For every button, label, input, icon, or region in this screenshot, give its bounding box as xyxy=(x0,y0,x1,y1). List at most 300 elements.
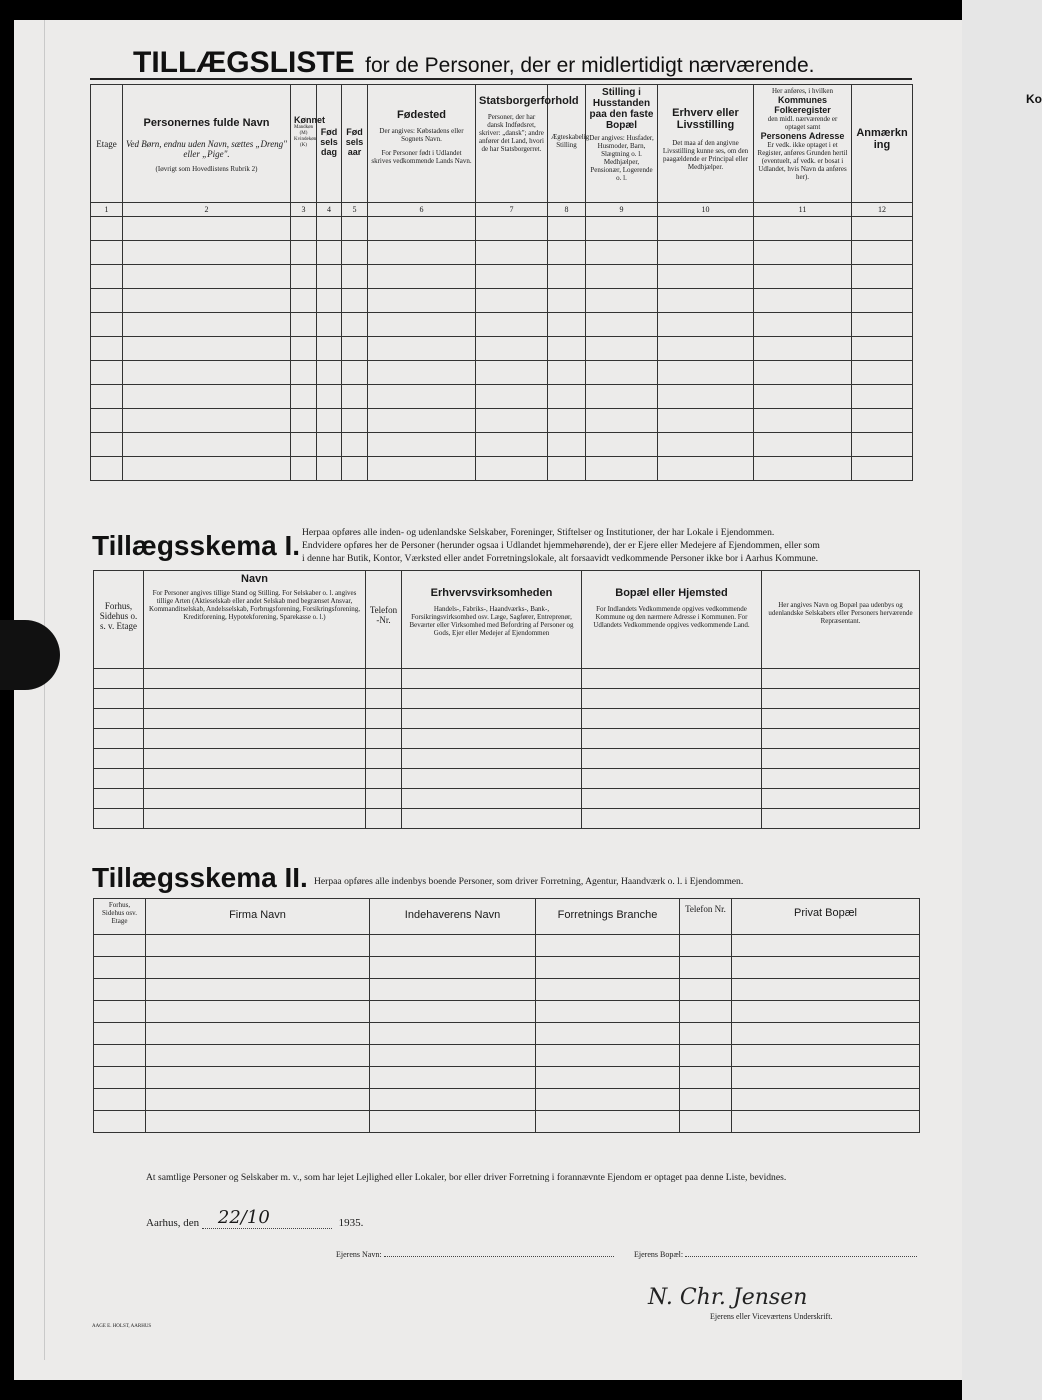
schema1-intro-line2: Endvidere opføres her de Personer (herunder ogsaa i Udlandet hjemmehørende), der er Ejere eller Medejere af Ejendommen, eller som xyxy=(302,540,820,551)
table-cell xyxy=(342,265,368,289)
table-cell xyxy=(658,361,754,385)
table-cell xyxy=(94,957,146,979)
col-foedselsdag: Fødselsdag xyxy=(317,85,342,203)
table-cell xyxy=(476,457,548,481)
table-cell xyxy=(368,433,476,457)
table-cell xyxy=(732,957,920,979)
table-cell xyxy=(582,729,762,749)
table-cell xyxy=(94,1111,146,1133)
schema2-row xyxy=(94,1067,920,1089)
table-cell xyxy=(536,1045,680,1067)
s1-col-erhverv: Erhvervsvirksomheden Handels-, Fabriks-, Haandværks-, Bank-, Forsikringsvirksomhed osv. Læge, Sagfører, Entreprenør, Beværter eller Virksomhed med Befordring af Personer og Gods, Ejer eller Medejer af Ejendommen xyxy=(402,571,582,669)
page-title xyxy=(133,46,815,80)
schema1-row xyxy=(94,729,920,749)
schema2-row xyxy=(94,979,920,1001)
table-cell xyxy=(366,709,402,729)
table-cell xyxy=(402,689,582,709)
table-cell xyxy=(548,289,586,313)
place-label: Aarhus, den xyxy=(146,1217,200,1229)
col-foedselsaar: Fødselsaar xyxy=(342,85,368,203)
table-cell xyxy=(91,385,123,409)
s2-col-telefon: Telefon Nr. xyxy=(680,899,732,935)
table-cell xyxy=(370,1045,536,1067)
table-cell xyxy=(291,433,317,457)
table-cell xyxy=(291,457,317,481)
table-cell xyxy=(402,669,582,689)
table-cell xyxy=(852,433,913,457)
table-cell xyxy=(123,433,291,457)
table-cell xyxy=(94,689,144,709)
table-cell xyxy=(402,749,582,769)
table-cell xyxy=(146,1023,370,1045)
s1-col-bopael: Bopæl eller Hjemsted For Indlandets Vedkommende opgives vedkommende Kommune og den nærmere Adresse i Kommunen. For Udlandets Vedkommende opgives vedkommende Land. xyxy=(582,571,762,669)
table-cell xyxy=(91,457,123,481)
table-cell xyxy=(536,1067,680,1089)
table-cell xyxy=(144,669,366,689)
table-cell xyxy=(536,957,680,979)
table-cell xyxy=(680,1023,732,1045)
table-cell xyxy=(852,313,913,337)
table-cell xyxy=(368,265,476,289)
table-cell xyxy=(476,265,548,289)
table-cell xyxy=(366,749,402,769)
table-cell xyxy=(366,789,402,809)
table-cell xyxy=(144,729,366,749)
tillaegsliste-row xyxy=(91,217,913,241)
table-cell xyxy=(366,769,402,789)
tillaegsliste-row xyxy=(91,289,913,313)
table-cell xyxy=(582,769,762,789)
table-cell xyxy=(146,1089,370,1111)
table-cell xyxy=(852,409,913,433)
table-cell xyxy=(146,1001,370,1023)
table-cell xyxy=(94,789,144,809)
printer-mark: AAGE E. HOLST, AARHUS xyxy=(92,1324,152,1329)
table-cell xyxy=(586,241,658,265)
table-cell xyxy=(658,265,754,289)
table-cell xyxy=(94,979,146,1001)
table-cell xyxy=(368,385,476,409)
table-cell xyxy=(368,289,476,313)
schema1-rows xyxy=(94,669,920,829)
col-navn: Personernes fulde Navn Ved Børn, endnu uden Navn, sættes „Dreng" eller „Pige". (Iøvrigt som Hovedlistens Rubrik 2) xyxy=(123,85,291,203)
table-cell xyxy=(762,709,920,729)
table-cell xyxy=(291,385,317,409)
year: 1935. xyxy=(338,1217,364,1229)
table-cell xyxy=(146,979,370,1001)
schema2-row xyxy=(94,1089,920,1111)
table-cell xyxy=(94,1089,146,1111)
table-cell xyxy=(291,409,317,433)
owner-name-line xyxy=(336,1250,614,1259)
table-cell xyxy=(317,265,342,289)
table-cell xyxy=(754,289,852,313)
table-cell xyxy=(762,689,920,709)
adjacent-page-fragment: Ko xyxy=(1026,92,1042,106)
table-cell xyxy=(342,217,368,241)
schema2-row xyxy=(94,1001,920,1023)
table-cell xyxy=(548,433,586,457)
schema1-intro xyxy=(302,526,922,565)
col-folkeregister: Her anføres, i hvilken Kommunes Folkeregister den midl. nærværende er optaget samt Personens Adresse Er vedk. ikke optaget i et Register, anføres Grunden hertil (eventuelt, af vedk. er bosat i Udlandet, hvis Navn da anføres her). xyxy=(754,85,852,203)
table-cell xyxy=(548,313,586,337)
table-cell xyxy=(754,361,852,385)
table-cell xyxy=(342,361,368,385)
table-cell xyxy=(123,289,291,313)
table-cell xyxy=(658,385,754,409)
table-cell xyxy=(852,361,913,385)
table-cell xyxy=(548,241,586,265)
table-cell xyxy=(91,337,123,361)
table-cell xyxy=(852,385,913,409)
schema2-row xyxy=(94,1111,920,1133)
owner-name-field xyxy=(384,1256,614,1257)
table-cell xyxy=(123,361,291,385)
table-cell xyxy=(123,313,291,337)
table-cell xyxy=(586,409,658,433)
table-cell xyxy=(94,729,144,749)
table-cell xyxy=(94,669,144,689)
table-cell xyxy=(317,241,342,265)
table-cell xyxy=(476,289,548,313)
table-cell xyxy=(582,789,762,809)
tillaegsliste-row xyxy=(91,241,913,265)
table-cell xyxy=(91,289,123,313)
table-cell xyxy=(291,337,317,361)
schema1-row xyxy=(94,669,920,689)
table-cell xyxy=(146,935,370,957)
table-cell xyxy=(370,1001,536,1023)
col-koennet: Kønnet Mandkøn (M) Kvindekøn (K) xyxy=(291,85,317,203)
table-cell xyxy=(144,769,366,789)
table-cell xyxy=(123,385,291,409)
table-cell xyxy=(754,265,852,289)
table-cell xyxy=(476,361,548,385)
table-cell xyxy=(852,241,913,265)
table-cell xyxy=(402,709,582,729)
table-cell xyxy=(368,409,476,433)
table-cell xyxy=(586,337,658,361)
table-cell xyxy=(680,979,732,1001)
table-cell xyxy=(123,241,291,265)
table-cell xyxy=(548,385,586,409)
table-cell xyxy=(548,217,586,241)
table-cell xyxy=(658,313,754,337)
table-cell xyxy=(342,457,368,481)
table-cell xyxy=(476,337,548,361)
table-cell xyxy=(366,669,402,689)
schema2-intro: Herpaa opføres alle indenbys boende Personer, som driver Forretning, Agentur, Haandværk o. l. i Ejendommen. xyxy=(314,876,744,887)
tillaegsliste-row xyxy=(91,361,913,385)
table-cell xyxy=(94,1045,146,1067)
table-cell xyxy=(146,1111,370,1133)
table-cell xyxy=(658,433,754,457)
table-cell xyxy=(852,265,913,289)
table-cell xyxy=(366,689,402,709)
s2-col-firma: Firma Navn xyxy=(146,899,370,935)
table-cell xyxy=(342,337,368,361)
table-cell xyxy=(680,1111,732,1133)
table-cell xyxy=(658,241,754,265)
table-cell xyxy=(144,689,366,709)
table-cell xyxy=(548,457,586,481)
table-cell xyxy=(586,457,658,481)
col-anmaerkning: Anmærkning xyxy=(852,85,913,203)
schema1-row xyxy=(94,749,920,769)
table-cell xyxy=(291,289,317,313)
table-cell xyxy=(368,337,476,361)
schema1-row xyxy=(94,769,920,789)
table-cell xyxy=(402,809,582,829)
table-cell xyxy=(342,409,368,433)
tillaegsliste-row xyxy=(91,337,913,361)
table-cell xyxy=(476,409,548,433)
table-cell xyxy=(91,433,123,457)
table-cell xyxy=(548,337,586,361)
table-cell xyxy=(536,1001,680,1023)
s2-col-bopael: Privat Bopæl xyxy=(732,899,920,935)
table-cell xyxy=(123,217,291,241)
table-cell xyxy=(94,1023,146,1045)
table-cell xyxy=(754,385,852,409)
handwritten-date: 22/10 xyxy=(217,1207,270,1228)
signature-label: Ejerens eller Viceværtens Underskrift. xyxy=(710,1312,833,1321)
table-cell xyxy=(291,265,317,289)
table-cell xyxy=(732,1067,920,1089)
col-stilling: Stilling i Husstanden paa den faste Bopæl Der angives: Husfader, Husmoder, Barn, Slægtning o. l. Medhjælper, Pensionær, Logerende o. l. xyxy=(586,85,658,203)
s1-col-navn: Navn For Personer angives tillige Stand og Stilling. For Selskaber o. l. angives tillige Arten (Aktieselskab eller andet Selskab med begrænset Ansvar, Kommanditselskab, Andelsselskab, Forbrugsforening, Forsikringsforening, Kreditforening, Hypotekforening, Sparekasse o. l.) xyxy=(144,571,366,669)
schema2-row xyxy=(94,957,920,979)
table-cell xyxy=(370,1089,536,1111)
owner-address-label: Ejerens Bopæl: xyxy=(634,1250,684,1259)
table-cell xyxy=(754,217,852,241)
table-cell xyxy=(91,313,123,337)
table-cell xyxy=(852,337,913,361)
schema2-row xyxy=(94,1045,920,1067)
table-cell xyxy=(476,241,548,265)
tillaegsliste-row xyxy=(91,385,913,409)
schema1-row xyxy=(94,809,920,829)
table-cell xyxy=(317,337,342,361)
table-cell xyxy=(94,1001,146,1023)
table-cell xyxy=(680,1045,732,1067)
table-cell xyxy=(368,361,476,385)
table-cell xyxy=(368,313,476,337)
table-cell xyxy=(368,457,476,481)
table-cell xyxy=(91,361,123,385)
schema1-intro-line3: i denne har Butik, Kontor, Værksted eller andet Forretningslokale, alt forsaavidt vedkommende Personer ikke bor i Aarhus Kommune. xyxy=(302,553,819,564)
table-cell xyxy=(342,241,368,265)
title-bold: TILLÆGSLISTE xyxy=(133,46,355,79)
table-cell xyxy=(680,1089,732,1111)
table-cell xyxy=(732,1111,920,1133)
table-cell xyxy=(291,217,317,241)
table-cell xyxy=(476,217,548,241)
table-cell xyxy=(94,769,144,789)
table-cell xyxy=(402,729,582,749)
table-cell xyxy=(658,457,754,481)
table-cell xyxy=(852,289,913,313)
tillaegsliste-row xyxy=(91,313,913,337)
table-cell xyxy=(91,241,123,265)
table-cell xyxy=(368,217,476,241)
title-rest: for de Personer, der er midlertidigt nærværende. xyxy=(365,54,815,77)
table-cell xyxy=(94,935,146,957)
schema1-row xyxy=(94,709,920,729)
date-line xyxy=(146,1207,364,1229)
tillaegsliste-row xyxy=(91,265,913,289)
s2-col-indehaver: Indehaverens Navn xyxy=(370,899,536,935)
table-cell xyxy=(476,313,548,337)
col-statsborger: Statsborgerforhold Personer, der har dansk Indfødsret, skriver: „dansk"; andre anfører det Land, hvori de har Statsborgerret. xyxy=(476,85,548,203)
table-cell xyxy=(680,935,732,957)
table-cell xyxy=(123,457,291,481)
table-cell xyxy=(144,789,366,809)
table-cell xyxy=(317,457,342,481)
table-cell xyxy=(370,1067,536,1089)
table-cell xyxy=(754,433,852,457)
table-cell xyxy=(586,433,658,457)
schema1-intro-line1: Herpaa opføres alle inden- og udenlandske Selskaber, Foreninger, Stiftelser og Institutioner, der har Lokale i Ejendommen. xyxy=(302,527,775,538)
table-cell xyxy=(402,789,582,809)
table-cell xyxy=(144,709,366,729)
tillaegsliste-rows xyxy=(91,217,913,481)
s2-col-branche: Forretnings Branche xyxy=(536,899,680,935)
table-cell xyxy=(370,1023,536,1045)
table-cell xyxy=(476,385,548,409)
table-cell xyxy=(586,385,658,409)
title-rule xyxy=(90,78,912,80)
table-cell xyxy=(852,217,913,241)
schema1-title: Tillægsskema I. xyxy=(92,530,301,561)
table-cell xyxy=(370,957,536,979)
table-cell xyxy=(536,1111,680,1133)
tillaegsliste-row xyxy=(91,409,913,433)
table-cell xyxy=(658,337,754,361)
table-cell xyxy=(548,265,586,289)
certification-text: At samtlige Personer og Selskaber m. v., som har lejet Lejlighed eller Lokaler, bor eller driver Forretning i forannævnte Ejendom er optaget paa denne Liste, bevidnes. xyxy=(146,1172,787,1183)
s1-col-telefon: Telefon-Nr. xyxy=(366,571,402,669)
table-cell xyxy=(536,1023,680,1045)
table-cell xyxy=(91,409,123,433)
table-cell xyxy=(146,1045,370,1067)
table-cell xyxy=(754,409,852,433)
table-cell xyxy=(317,385,342,409)
table-cell xyxy=(582,809,762,829)
owner-address-field xyxy=(685,1256,917,1257)
table-cell xyxy=(548,361,586,385)
s1-col-etage: Forhus, Sidehus o. s. v. Etage xyxy=(94,571,144,669)
table-cell xyxy=(536,935,680,957)
signature: N. Chr. Jensen xyxy=(648,1285,808,1310)
col-aegteskab: Ægteskabelig Stilling xyxy=(548,85,586,203)
table-cell xyxy=(476,433,548,457)
table-cell xyxy=(582,669,762,689)
tillaegsliste-row xyxy=(91,457,913,481)
tillaegsliste-row xyxy=(91,433,913,457)
table-cell xyxy=(732,1023,920,1045)
schema2-rows xyxy=(94,935,920,1133)
table-cell xyxy=(123,337,291,361)
schema2-row xyxy=(94,1023,920,1045)
table-cell xyxy=(368,241,476,265)
table-cell xyxy=(582,749,762,769)
binding-margin xyxy=(20,20,45,1360)
schema2-title: Tillægsskema II. xyxy=(92,862,308,893)
owner-address-line xyxy=(634,1250,917,1259)
table-cell xyxy=(732,1001,920,1023)
table-cell xyxy=(94,749,144,769)
table-cell xyxy=(658,289,754,313)
table-cell xyxy=(658,217,754,241)
table-cell xyxy=(732,1089,920,1111)
table-cell xyxy=(732,1045,920,1067)
table-cell xyxy=(732,979,920,1001)
table-cell xyxy=(91,217,123,241)
table-cell xyxy=(144,749,366,769)
table-cell xyxy=(762,669,920,689)
table-cell xyxy=(762,789,920,809)
schema2-row xyxy=(94,935,920,957)
table-cell xyxy=(754,457,852,481)
table-cell xyxy=(762,749,920,769)
table-cell xyxy=(91,265,123,289)
table-cell xyxy=(762,729,920,749)
table-cell xyxy=(146,1067,370,1089)
table-cell xyxy=(144,809,366,829)
table-cell xyxy=(317,433,342,457)
s1-col-repraesentant: Her angives Navn og Bopæl paa udenbys og udenlandske Selskabers eller Personers herværende Repræsentant. xyxy=(762,571,920,669)
col-erhverv: Erhverv eller Livsstilling Det maa af den angivne Livsstilling kunne ses, om den paagældende er Principal eller Medhjælper. xyxy=(658,85,754,203)
table-cell xyxy=(94,809,144,829)
table-cell xyxy=(317,361,342,385)
table-cell xyxy=(658,409,754,433)
table-cell xyxy=(342,433,368,457)
table-cell xyxy=(370,979,536,1001)
table-cell xyxy=(754,241,852,265)
table-cell xyxy=(586,361,658,385)
schema1-row xyxy=(94,689,920,709)
table-cell xyxy=(582,709,762,729)
s2-col-etage: Forhus, Sidehus osv. Etage xyxy=(94,899,146,935)
schema2-table xyxy=(93,898,920,1133)
table-cell xyxy=(402,769,582,789)
adjacent-page xyxy=(962,0,1042,1400)
table-cell xyxy=(370,935,536,957)
table-cell xyxy=(317,289,342,313)
table-cell xyxy=(586,313,658,337)
table-cell xyxy=(317,313,342,337)
table-cell xyxy=(291,313,317,337)
table-cell xyxy=(680,957,732,979)
table-cell xyxy=(762,769,920,789)
table-cell xyxy=(291,361,317,385)
table-cell xyxy=(366,809,402,829)
table-cell xyxy=(680,1001,732,1023)
table-cell xyxy=(123,409,291,433)
table-cell xyxy=(536,1089,680,1111)
schema1-row xyxy=(94,789,920,809)
table-cell xyxy=(754,313,852,337)
col-foedested: Fødested Der angives: Købstadens eller Sognets Navn. For Personer født i Udlandet skrives vedkommende Lands Navn. xyxy=(368,85,476,203)
table-cell xyxy=(548,409,586,433)
table-cell xyxy=(366,729,402,749)
table-cell xyxy=(317,409,342,433)
table-cell xyxy=(123,265,291,289)
table-cell xyxy=(94,1067,146,1089)
table-cell xyxy=(586,265,658,289)
table-cell xyxy=(342,313,368,337)
